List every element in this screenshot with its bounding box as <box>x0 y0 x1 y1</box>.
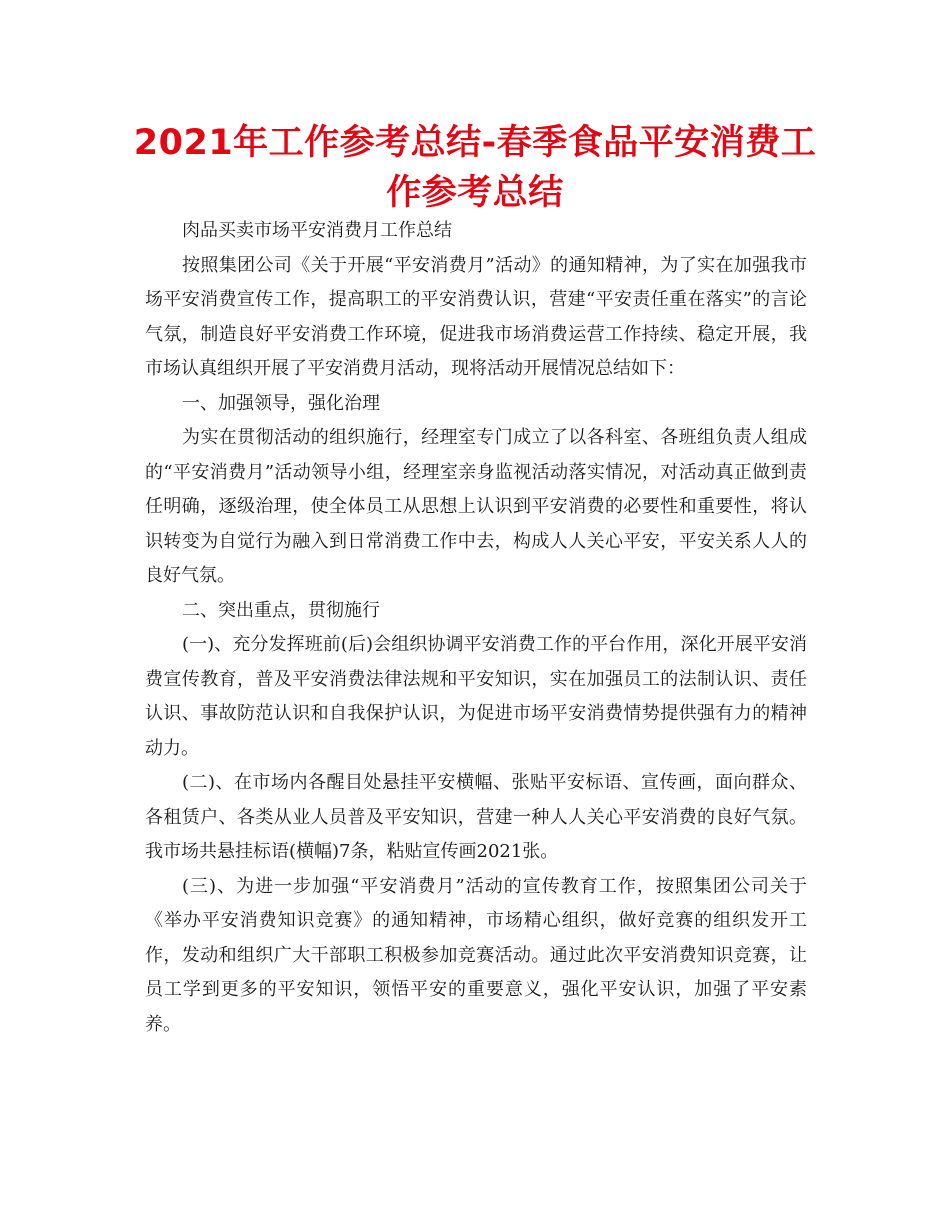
paragraph-item-1: (一)、充分发挥班前(后)会组织协调平安消费工作的平台作用，深化开展平安消费宣传教育，普及平安消费法律法规和平安知识，实在加强员工的法制认识、责任认识、事故防范认识和自我保护认识，为促进市场平安消费情势提供强有力的精神动力。 <box>145 634 807 759</box>
paragraph-item-2: (二)、在市场内各醒目处悬挂平安横幅、张贴平安标语、宣传画，面向群众、各租赁户、各类从业人员普及平安知识，营建一种人人关心平安消费的良好气氛。我市场共悬挂标语(横幅)7条，粘贴宣传画2021张。 <box>145 772 807 862</box>
paragraph-item-3: (三)、为进一步加强“平安消费月”活动的宣传教育工作，按照集团公司关于《举办平安消费知识竞赛》的通知精神，市场精心组织，做好竞赛的组织发开工作，发动和组织广大干部职工积极参加竞赛活动。通过此次平安消费知识竞赛，让员工学到更多的平安知识，领悟平安的重要意义，强化平安认识，加强了平安素养。 <box>145 875 807 1035</box>
section-heading-2: 二、突出重点，贯彻施行 <box>182 599 380 621</box>
paragraph-section-1: 为实在贯彻活动的组织施行，经理室专门成立了以各科室、各班组负责人组成的“平安消费月”活动领导小组，经理室亲身监视活动落实情况，对活动真正做到责任明确，逐级治理，使全体员工从思想上认识到平安消费的必要性和重要性，将认识转变为自觉行为融入到日常消费工作中去，构成人人关心平安，平安关系人人的良好气氛。 <box>145 427 807 586</box>
document-body <box>145 214 807 1042</box>
section-heading-1: 一、加强领导，强化治理 <box>182 392 380 414</box>
paragraph-subtitle: 肉品买卖市场平安消费月工作总结 <box>182 220 452 241</box>
document-title: 2021年工作参考总结-春季食品平安消费工作参考总结 <box>133 123 817 213</box>
paragraph-intro: 按照集团公司《关于开展“平安消费月”活动》的通知精神，为了实在加强我市场平安消费宣传工作，提高职工的平安消费认识，营建“平安责任重在落实”的言论气氛，制造良好平安消费工作环境，促进我市场消费运营工作持续、稳定开展，我市场认真组织开展了平安消费月活动，现将活动开展情况总结如下： <box>145 254 807 379</box>
